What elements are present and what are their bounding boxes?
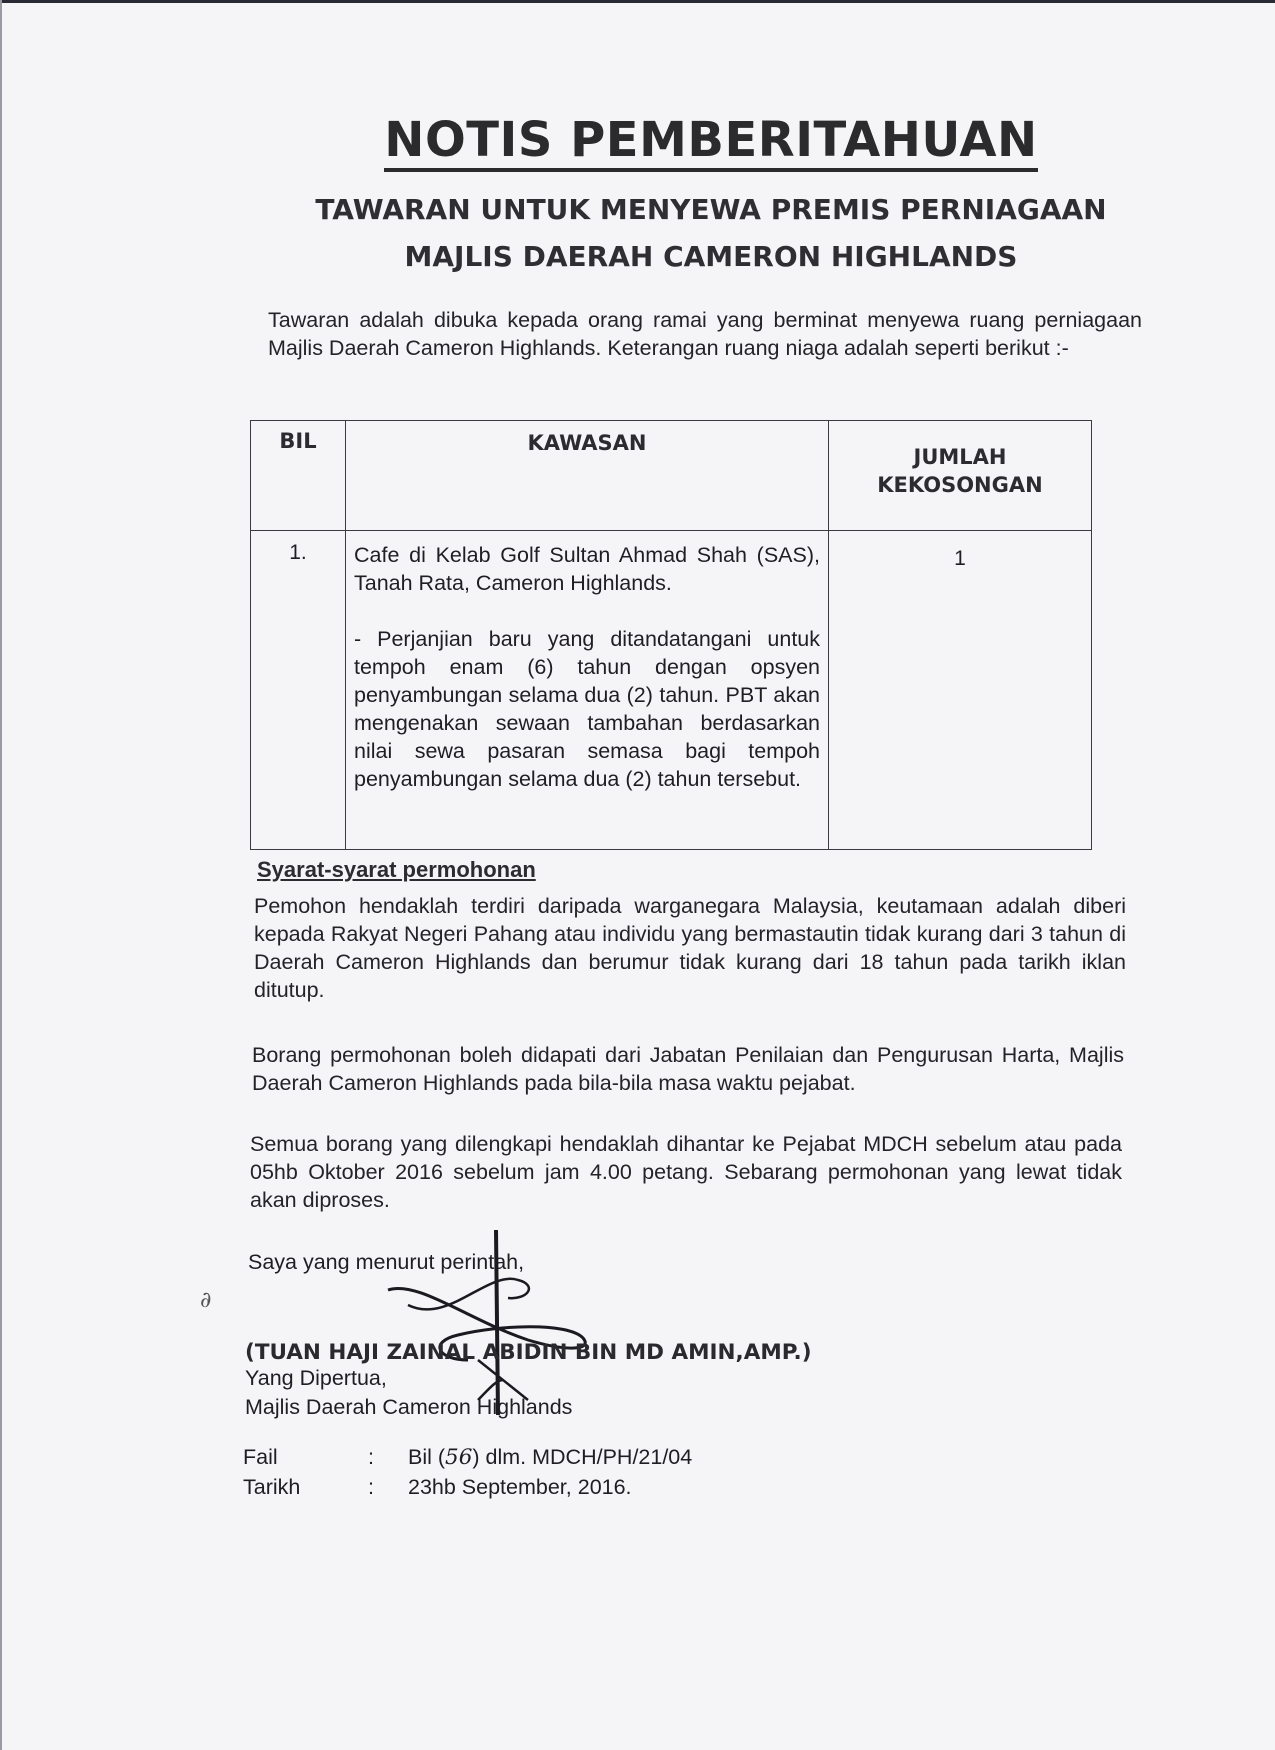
closing-salutation: Saya yang menurut perintah, [248,1250,525,1274]
table-row [251,531,1092,850]
requirements-paragraph-1: Pemohon hendaklah terdiri daripada warganegara Malaysia, keutamaan adalah diberi kepada Rakyat Negeri Pahang atau individu yang bermastautin tidak kurang dari 3 tahun di Daerah Cameron Highlands dan berumur tidak kurang dari 18 tahun pada tarikh iklan ditutup. [254,894,1126,1002]
cell-kawasan [346,531,829,850]
signer-name: (TUAN HAJI ZAINAL ABIDIN BIN MD AMIN,AMP.) [245,1340,812,1365]
scan-top-edge [0,0,1275,3]
signer-role: Yang Dipertua, [245,1366,387,1390]
header-jumlah: JUMLAH KEKOSONGAN [829,421,1092,531]
header-kawasan: KAWASAN [346,421,829,531]
file-number: 56 [445,1445,473,1470]
signer-organization: Majlis Daerah Cameron Highlands [245,1395,573,1419]
date-reference [243,1475,632,1500]
subtitle-line-1: TAWARAN UNTUK MENYEWA PREMIS PERNIAGAAN [315,193,1107,226]
requirements-paragraph-2: Borang permohonan boleh didapati dari Jabatan Penilaian dan Pengurusan Harta, Majlis Daerah Cameron Highlands pada bila-bila masa waktu pejabat. [252,1043,1124,1095]
requirements-paragraph-3: Semua borang yang dilengkapi hendaklah dihantar ke Pejabat MDCH sebelum atau pada 05hb Oktober 2016 sebelum jam 4.00 petang. Sebarang permohonan yang lewat tidak akan diproses. [250,1132,1122,1212]
premises-table [250,420,1092,850]
table-header-row [251,421,1092,531]
cell-bil: 1. [251,531,346,850]
notice-title: NOTIS PEMBERITAHUAN [0,112,1275,168]
file-label: Fail [243,1445,278,1469]
file-reference [243,1445,692,1470]
date-label: Tarikh [243,1475,301,1499]
date-value: 23hb September, 2016. [408,1475,632,1499]
file-prefix: Bil ( [408,1445,446,1469]
signature-icon [378,1230,598,1420]
file-colon: : [368,1445,374,1469]
agreement-note: - Perjanjian baru yang ditandatangani untuk tempoh enam (6) tahun dengan opsyen penyambungan selama dua (2) tahun. PBT akan mengenakan sewaan tambahan berdasarkan nilai sewa pasaran semasa bagi tempoh penyambungan selama dua (2) tahun tersebut. [354,627,820,791]
location-text: Cafe di Kelab Golf Sultan Ahmad Shah (SAS), Tanah Rata, Cameron Highlands. [354,543,820,595]
header-bil: BIL [251,421,346,531]
requirements-heading: Syarat-syarat permohonan [257,857,536,882]
subtitle-line-2: MAJLIS DAERAH CAMERON HIGHLANDS [404,240,1018,273]
intro-paragraph: Tawaran adalah dibuka kepada orang ramai yang berminat menyewa ruang perniagaan Majlis Daerah Cameron Highlands. Keterangan ruang niaga adalah seperti berikut :- [268,308,1142,360]
date-colon: : [368,1475,374,1499]
file-suffix: ) dlm. MDCH/PH/21/04 [472,1445,693,1469]
margin-mark: ∂ [200,1288,212,1313]
cell-jumlah: 1 [829,531,1092,850]
